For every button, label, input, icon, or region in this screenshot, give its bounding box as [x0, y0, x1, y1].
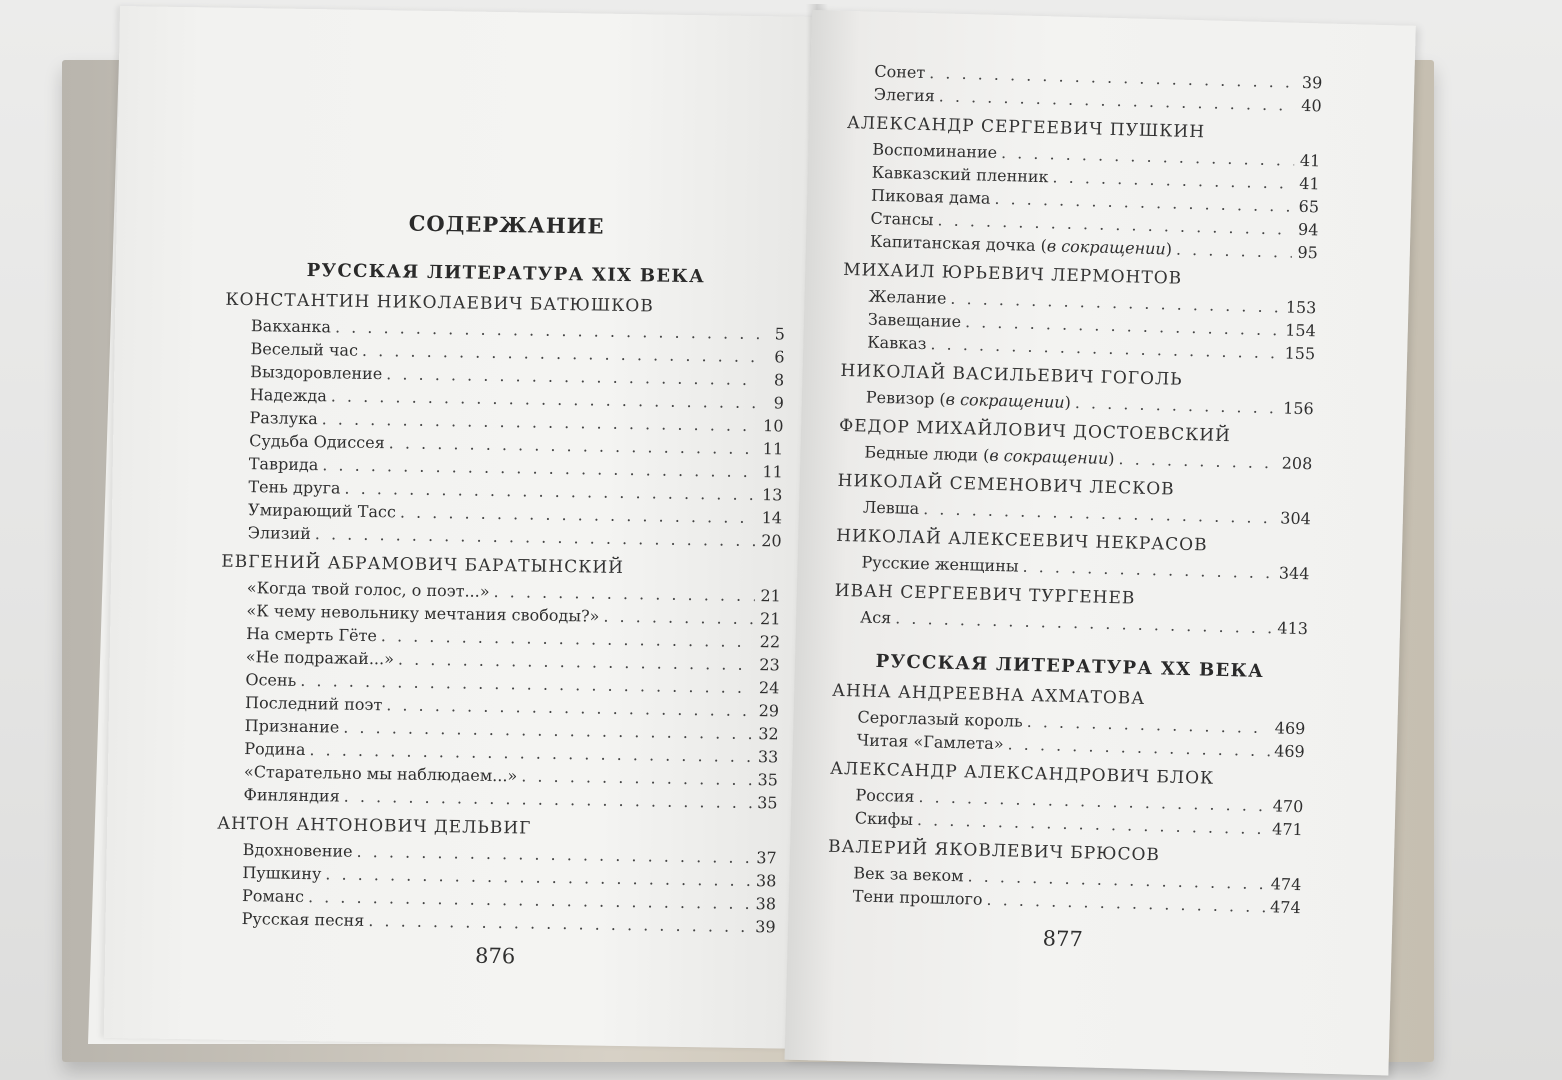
toc-entry-title: Скифы	[854, 808, 914, 829]
toc-entry-title: Русские женщины	[861, 552, 1019, 576]
toc-entry-title: Надежда	[249, 385, 327, 406]
dot-leader	[368, 909, 750, 938]
author-section	[829, 759, 1305, 841]
toc-entry-title: Левша	[862, 497, 920, 518]
toc-entry-page: 153	[1285, 297, 1317, 318]
toc-entry-title: Сонет	[874, 61, 926, 82]
toc-entry-title: Судьба Одиссея	[249, 431, 385, 453]
toc-entry-page: 32	[758, 724, 779, 744]
toc-entry-page: 304	[1280, 508, 1312, 529]
toc-entry-title: Веселый час	[250, 339, 359, 360]
toc-entry-page: 413	[1277, 618, 1309, 639]
author-name: МИХАИЛ ЮРЬЕВИЧ ЛЕРМОНТОВ	[842, 259, 1183, 289]
toc-entry-title: Элизий	[247, 523, 312, 544]
toc-entry-title: «Когда твой голос, о поэт...»	[246, 578, 490, 601]
toc-entry-page: 470	[1272, 796, 1304, 817]
toc-entry-title: Родина	[244, 739, 306, 760]
toc-entry-title: Стансы	[870, 208, 934, 230]
author-section	[837, 471, 1312, 530]
dot-leader	[1176, 238, 1292, 264]
toc-entry-page: 20	[761, 531, 782, 551]
toc-entry-title: Элегия	[873, 84, 936, 106]
toc-entry-page: 41	[1299, 173, 1320, 194]
author-section	[827, 837, 1303, 919]
toc-entry-title: Желание	[868, 286, 947, 308]
toc-entry-page: 208	[1281, 453, 1313, 474]
toc-entry-title: Вдохновение	[242, 840, 353, 861]
author-name: НИКОЛАЙ ВАСИЛЬЕВИЧ ГОГОЛЬ	[840, 360, 1183, 390]
toc-entry-title: Сероглазый король	[857, 707, 1023, 731]
toc-entry-page: 35	[757, 793, 778, 813]
toc-entry-page: 474	[1270, 874, 1302, 895]
right-toc-groups-20	[827, 681, 1307, 919]
toc-entry-page: 95	[1297, 242, 1319, 263]
toc-entry-title: Ася	[859, 607, 892, 628]
toc-entry-title: Читая «Гамлета»	[856, 730, 1004, 754]
author-name: НИКОЛАЙ АЛЕКСЕЕВИЧ НЕКРАСОВ	[835, 525, 1208, 556]
author-section	[216, 814, 778, 939]
toc-entry-page: 65	[1298, 196, 1320, 217]
author-section	[838, 416, 1313, 475]
toc-entry-page: 11	[762, 439, 784, 459]
dot-leader	[923, 497, 1277, 529]
toc-entry-page: 11	[762, 462, 783, 482]
toc-entry-page: 21	[759, 609, 781, 629]
author-name: НИКОЛАЙ СЕМЕНОВИЧ ЛЕСКОВ	[837, 470, 1175, 500]
author-name: АЛЕКСАНДР АЛЕКСАНДРОВИЧ БЛОК	[829, 758, 1215, 789]
toc-entry-page: 14	[761, 508, 783, 528]
toc-title: СОДЕРЖАНИЕ	[408, 210, 605, 239]
page-number-right: 877	[1042, 926, 1084, 952]
toc-entry-page: 9	[773, 393, 784, 413]
toc-entry-page: 35	[757, 770, 779, 790]
toc-entry-page: 154	[1284, 320, 1317, 341]
dot-leader	[1075, 391, 1280, 419]
toc-entry-page: 24	[758, 678, 780, 698]
author-name: ЕВГЕНИЙ АБРАМОВИЧ БАРАТЫНСКИЙ	[221, 551, 625, 578]
right-page-content	[788, 10, 1416, 959]
toc-entry-page: 469	[1274, 718, 1306, 739]
toc-entry-page: 38	[755, 894, 777, 914]
author-name: ИВАН СЕРГЕЕВИЧ ТУРГЕНЕВ	[834, 580, 1136, 609]
left-toc-groups	[216, 290, 786, 939]
toc-entry-page: 10	[762, 416, 784, 436]
dot-leader	[1022, 555, 1275, 585]
right-page	[785, 10, 1416, 1075]
toc-entry-title: Россия	[855, 785, 915, 806]
toc-entry-page: 40	[1301, 95, 1322, 116]
toc-entry-note: в сокращении	[989, 445, 1109, 468]
toc-entry-page: 471	[1271, 819, 1303, 840]
toc-entry-title: Романс	[241, 886, 305, 906]
author-section	[841, 260, 1317, 365]
part-title-19th-century: РУССКАЯ ЛИТЕРАТУРА XIX ВЕКА	[306, 259, 706, 288]
toc-entry-title: Бедные люди (в сокращении)	[864, 442, 1115, 469]
author-section	[835, 526, 1310, 585]
left-page	[104, 6, 820, 1049]
toc-entry-title: Разлука	[249, 408, 318, 429]
toc-entry-title: Капитанская дочка (в сокращении)	[869, 231, 1173, 259]
left-page-content	[105, 6, 820, 973]
page-number-left: 876	[474, 943, 516, 969]
toc-entry-page: 37	[756, 848, 777, 868]
author-section	[217, 552, 781, 815]
toc-entry-title: Русская песня	[241, 909, 365, 930]
author-name: КОНСТАНТИН НИКОЛАЕВИЧ БАТЮШКОВ	[225, 289, 654, 317]
toc-entry-page: 29	[758, 701, 780, 721]
author-name: АННА АНДРЕЕВНА АХМАТОВА	[831, 680, 1146, 709]
toc-entry-title: Осень	[245, 670, 297, 690]
right-top-entries	[848, 59, 1323, 117]
author-section	[222, 290, 786, 553]
author-name: ВАЛЕРИЙ ЯКОВЛЕВИЧ БРЮСОВ	[827, 836, 1161, 866]
toc-entry-title: Век за веком	[853, 863, 964, 886]
toc-entry-title: Ревизор (в сокращении)	[865, 387, 1072, 412]
toc-entry-page: 21	[760, 586, 781, 606]
author-name: АНТОН АНТОНОВИЧ ДЕЛЬВИГ	[217, 813, 532, 839]
toc-entry-page: 13	[761, 485, 783, 505]
toc-entry-title: «Старательно мы наблюдаем...»	[243, 762, 518, 786]
toc-entry-note: в сокращении	[1046, 236, 1167, 259]
toc-entry-title: Завещание	[867, 309, 962, 332]
dot-leader	[1118, 447, 1278, 474]
dot-leader	[895, 606, 1274, 639]
toc-entry-title: «К чему невольнику мечтания свободы?»	[246, 601, 600, 626]
author-section	[834, 581, 1309, 640]
toc-entry-note: в сокращении	[945, 389, 1065, 412]
toc-entry-title: Кавказ	[867, 332, 927, 354]
toc-entry-title: Умирающий Тасс	[247, 500, 397, 522]
author-section	[840, 361, 1315, 420]
toc-entry-title: Выздоровление	[250, 362, 383, 384]
toc-entry-page: 5	[774, 324, 786, 344]
toc-entry-title: Признание	[244, 716, 340, 737]
toc-entry-page: 38	[755, 871, 777, 891]
author-section	[831, 681, 1307, 763]
toc-entry-page: 33	[757, 747, 779, 767]
toc-entry-page: 23	[759, 655, 780, 675]
author-name: ФЕДОР МИХАЙЛОВИЧ ДОСТОЕВСКИЙ	[838, 415, 1232, 447]
toc-entry-title: Вакханка	[250, 316, 332, 337]
toc-entry-title: Последний поэт	[244, 693, 383, 715]
toc-entry-title: Тени прошлого	[852, 886, 983, 909]
right-toc-groups-19	[834, 113, 1321, 640]
toc-entry-page: 8	[773, 370, 785, 390]
toc-entry-title: Пушкину	[242, 863, 322, 884]
toc-entry-page: 6	[774, 347, 785, 367]
author-name: АЛЕКСАНДР СЕРГЕЕВИЧ ПУШКИН	[846, 112, 1206, 143]
toc-entry-page: 39	[1301, 72, 1323, 93]
part-title-20th-century: РУССКАЯ ЛИТЕРАТУРА XX ВЕКА	[875, 650, 1265, 683]
toc-entry-title: Пиковая дама	[870, 185, 991, 208]
toc-entry-page: 156	[1282, 398, 1314, 419]
toc-entry-page: 94	[1297, 219, 1319, 240]
toc-entry-page: 39	[755, 917, 776, 937]
toc-entry-page: 474	[1269, 897, 1301, 918]
toc-entry-title: «Не подражай...»	[245, 647, 395, 669]
toc-entry-title: Таврида	[248, 454, 319, 475]
toc-entry-page: 22	[759, 632, 781, 652]
toc-entry-page: 469	[1273, 741, 1306, 762]
author-section	[844, 113, 1321, 264]
toc-entry-title: Финляндия	[243, 785, 340, 806]
toc-entry-page: 41	[1299, 150, 1321, 171]
toc-entry-title: Воспоминание	[872, 139, 998, 162]
toc-entry-title: Кавказский пленник	[871, 162, 1049, 187]
toc-entry-title: Тень друга	[248, 477, 341, 498]
toc-entry-page: 344	[1278, 563, 1310, 584]
dot-leader	[603, 605, 754, 630]
toc-entry-page: 155	[1284, 343, 1316, 364]
toc-entry-title: На смерть Гёте	[246, 624, 378, 646]
